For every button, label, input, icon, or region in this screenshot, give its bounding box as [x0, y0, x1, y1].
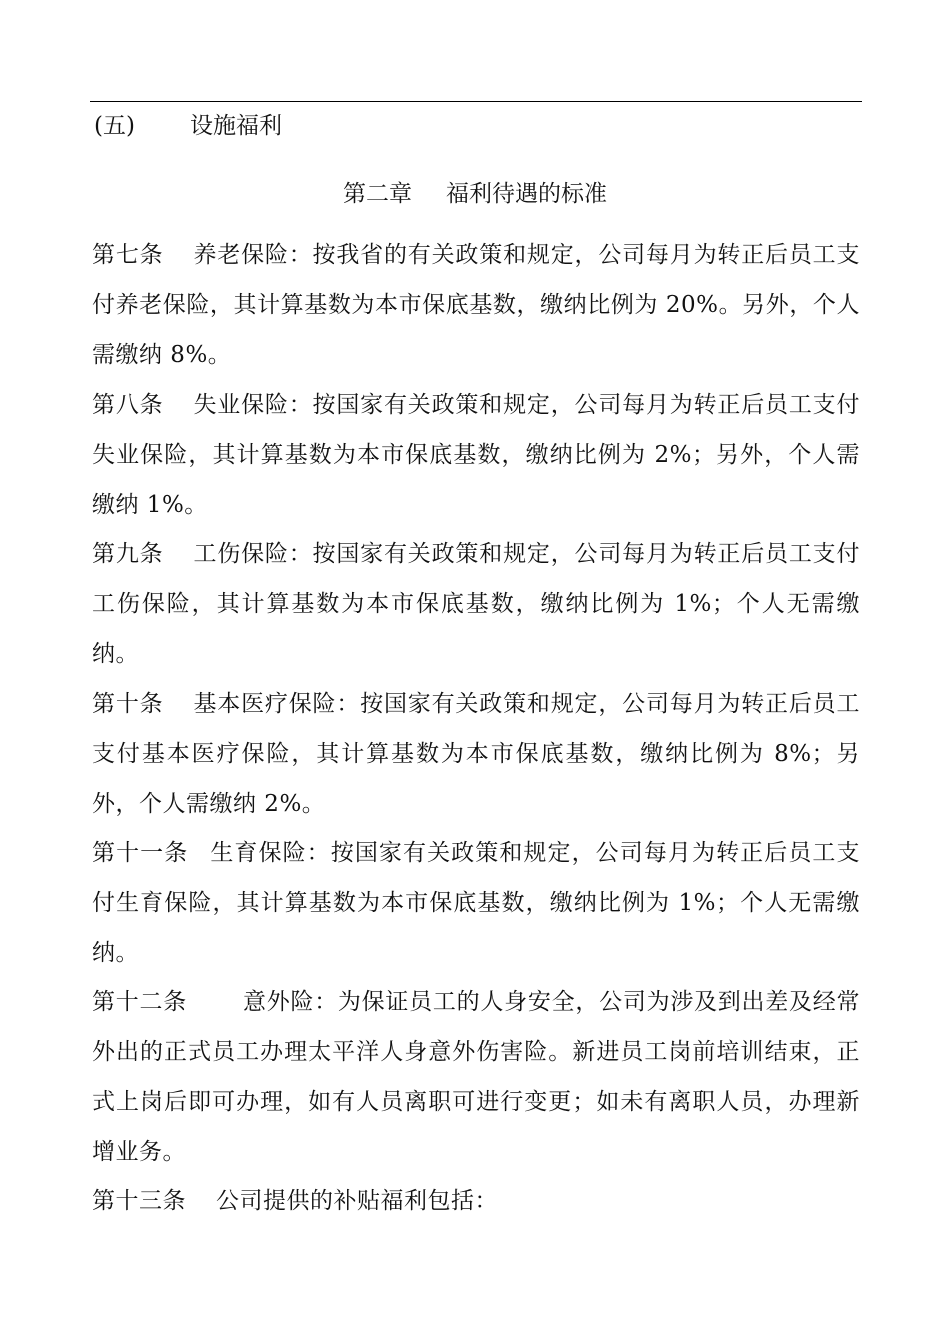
article-label: 第十一条 [92, 840, 189, 866]
article-7 [92, 230, 860, 380]
article-11 [92, 828, 860, 978]
article-13 [92, 1176, 860, 1226]
article-label: 第八条 [92, 392, 164, 418]
article-label: 第七条 [92, 242, 164, 268]
chapter-number: 第二章 [343, 181, 412, 207]
article-10 [92, 679, 860, 829]
article-text: 基本医疗保险：按国家有关政策和规定，公司每月为转正后员工支付基本医疗保险，其计算基数为本市保底基数，缴纳比例为 8%；另外，个人需缴纳 2%。 [92, 691, 861, 817]
article-label: 第九条 [92, 541, 164, 567]
article-text: 生育保险：按国家有关政策和规定，公司每月为转正后员工支付生育保险，其计算基数为本市保底基数，缴纳比例为 1%；个人无需缴纳。 [92, 840, 861, 966]
article-8 [92, 380, 860, 530]
article-12 [92, 977, 860, 1177]
article-text: 公司提供的补贴福利包括： [216, 1188, 498, 1214]
article-9 [92, 529, 860, 679]
article-text: 意外险：为保证员工的人身安全，公司为涉及到出差及经常外出的正式员工办理太平洋人身意外伤害险。新进员工岗前培训结束，正式上岗后即可办理，如有人员离职可进行变更；如未有离职人员，办理新增业务。 [92, 989, 861, 1165]
article-text: 工伤保险：按国家有关政策和规定，公司每月为转正后员工支付工伤保险，其计算基数为本市保底基数，缴纳比例为 1%；个人无需缴纳。 [92, 541, 861, 667]
section-title: 设施福利 [190, 113, 282, 139]
section-number: (五) [94, 113, 135, 139]
chapter-title [0, 174, 950, 214]
header-rule [90, 101, 862, 102]
article-text: 失业保险：按国家有关政策和规定，公司每月为转正后员工支付失业保险，其计算基数为本市保底基数，缴纳比例为 2%；另外，个人需缴纳 1%。 [92, 392, 861, 518]
article-text: 养老保险：按我省的有关政策和规定，公司每月为转正后员工支付养老保险，其计算基数为本市保底基数，缴纳比例为 20%。另外，个人需缴纳 8%。 [92, 242, 861, 368]
chapter-name: 福利待遇的标准 [446, 181, 607, 207]
article-label: 第十三条 [92, 1188, 186, 1214]
article-label: 第十条 [92, 691, 164, 717]
article-label: 第十二条 [92, 989, 187, 1015]
section-heading [94, 106, 282, 146]
